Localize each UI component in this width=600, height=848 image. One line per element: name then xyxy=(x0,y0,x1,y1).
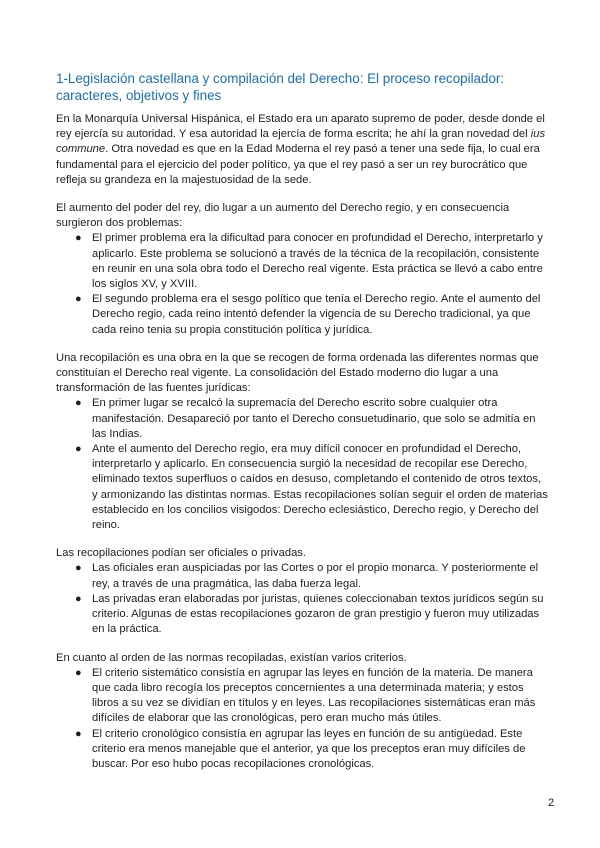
list-item-text: En primer lugar se recalcó la supremacía del Derecho escrito sobre cualquier otra manifestación. Desapareció por tanto el Derecho consuetudinario, que solo se admitía en las Indias. xyxy=(92,397,536,440)
list-item xyxy=(56,727,548,773)
list-item xyxy=(56,231,548,292)
types-list xyxy=(56,561,548,637)
list-item-text: Ante el aumento del Derecho regio, era muy difícil conocer en profundidad el Derecho, interpretarlo y aplicarlo. En consecuencia surgió la necesidad de recopilar ese Derecho, eliminado textos superfluos o caídos en desuso, completando el contenido de otros textos, y armonizando las distintas normas. Estas recopilaciones solían seguir el orden de materias establecido en los concilios visigodos: Derecho eclesiástico, Derecho regio, y Derecho del reino. xyxy=(92,443,548,532)
list-item-text: El segundo problema era el sesgo político que tenía el Derecho regio. Ante el aumento del Derecho regio, cada reino intentó defender la vigencia de su Derecho tradicional, ya que cada reino tenia su propia constitución política y jurídica. xyxy=(92,293,541,336)
bullet-icon: ● xyxy=(75,727,82,740)
criteria-list xyxy=(56,666,548,772)
transformation-list xyxy=(56,396,548,533)
list-item xyxy=(56,561,548,591)
list-item xyxy=(56,442,548,533)
list-item-text: Las oficiales eran auspiciadas por las Cortes o por el propio monarca. Y posteriormente el rey, a través de una pragmática, las daba fuerza legal. xyxy=(92,562,539,590)
list-item-text: El primer problema era la dificultad para conocer en profundidad el Derecho, interpretarlo y aplicarlo. Este problema se solucionó a través de la técnica de la recopilación, consistente en reunir en una sola obra todo el Derecho real vigente. Esta práctica se llevó a cabo entre los siglos XV, y XVIII. xyxy=(92,232,543,291)
types-lead-paragraph: Las recopilaciones podían ser oficiales o privadas. xyxy=(56,547,306,560)
list-item-text: Las privadas eran elaboradas por juristas, quienes coleccionaban textos jurídicos según su criterio. Algunas de estas recopilaciones gozaron de gran prestigio y fueron muy utilizadas en la práctica. xyxy=(92,592,544,636)
criteria-lead-paragraph: En cuanto al orden de las normas recopiladas, existían varios criterios. xyxy=(56,651,407,664)
intro-text-start: En la Monarquía Universal Hispánica, el Estado era un aparato supremo de poder, desde donde el rey ejercía su autoridad. Y esa autoridad la ejercía de forma escrita; he ahí la gran novedad del xyxy=(56,113,545,141)
list-item xyxy=(56,592,548,638)
bullet-icon: ● xyxy=(75,592,82,605)
bullet-icon: ● xyxy=(75,232,82,245)
list-item-text: El criterio cronológico consistía en agrupar las leyes en función de su antigüedad. Este criterio era menos manejable que el anterior, ya que los preceptos eran muy difíciles de buscar. Por eso hubo pocas recopilaciones cronológicas. xyxy=(92,727,526,770)
bullet-icon: ● xyxy=(75,562,82,575)
list-item xyxy=(56,292,548,338)
bullet-icon: ● xyxy=(75,666,82,679)
page-body xyxy=(56,70,548,772)
intro-paragraph xyxy=(56,112,548,188)
list-item xyxy=(56,396,548,442)
intro-text-end: . Otra novedad es que en la Edad Moderna el rey pasó a tener una sede fija, lo cual era fundamental para el ejercicio del poder político, ya que el rey pasó a ser un rey burocrático que refleja su grandeza en la majestuosidad de la sede. xyxy=(56,143,540,186)
bullet-icon: ● xyxy=(75,443,82,456)
bullet-icon: ● xyxy=(75,293,82,306)
bullet-icon: ● xyxy=(75,397,82,410)
section-heading: 1-Legislación castellana y compilación del Derecho: El proceso recopilador: caracteres, objetivos y fines xyxy=(56,71,505,103)
problems-list xyxy=(56,231,548,337)
problems-lead-paragraph: El aumento del poder del rey, dio lugar a un aumento del Derecho regio, y en consecuencia surgieron dos problemas: xyxy=(56,202,510,230)
intro-italic-term: ius commune xyxy=(56,128,546,156)
page-number: 2 xyxy=(548,797,555,809)
recopilation-definition-paragraph: Una recopilación es una obra en la que se recogen de forma ordenada las diferentes normas que constituían el Derecho real vigente. La consolidación del Estado moderno dio lugar a una transformación de las fuentes jurídicas: xyxy=(56,351,539,395)
list-item xyxy=(56,666,548,727)
list-item-text: El criterio sistemático consistía en agrupar las leyes en función de la materia. De manera que cada libro recogía los preceptos concernientes a una determinada materia; y estos libros a su vez se dividían en títulos y en leyes. Las recopilaciones sistemáticas eran más difíciles de elaborar que las cronológicas, pero eran mucho más útiles. xyxy=(92,666,536,725)
